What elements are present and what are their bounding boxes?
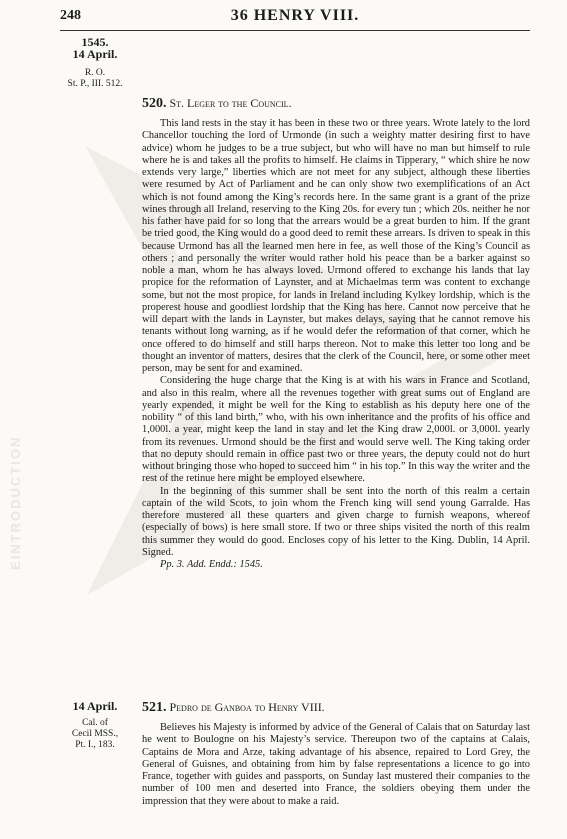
entry-title: Pedro de Ganboa to Henry VIII. [169,700,325,714]
entry-title: St. Leger to the Council. [169,96,292,110]
paragraph: Believes his Majesty is informed by advice of the General of Calais that on Saturday last he went to Boulogne on his Majesty’s service. Thereupon two of the captains at Calais, Captains de Mora and Arze, taking advantage of his absence, repaired to Lord Grey, the General of Guisnes, and obtaining from him by false representations a licence to go into France, together with guides and passports, on Sunday last mustered their companies to the number of 100 men and deserted into France, the soldiers obeying them under the impression that they were about to make a raid. [142,722,530,807]
running-title: 36 HENRY VIII. [230,7,360,24]
page-header [60,8,530,30]
margin-notes-521 [60,700,130,751]
paragraph: This land rests in the stay it has been in these two or three years. Wrote lately to the lord Chancellor touching the lord of Urmonde (in such a weighty matter desiring first to have advice) whom he judges to be a true subject, but who will have no man but himself to rule where he is and takes all the profits to himself. He claims in Tipperary, “ which shire he now extends very large,” liberties which are not meet for any subject, although these liberties were resumed by Act of Parliament and he can only show two exemplifications of an Act which is not found among the King’s records here. In the same grant is a grant of the prize wines through all Ireland, reserving to the King 20s. for every tun ; which 20s. neither he nor his father have paid for so long that the arrears would be a great burden to him. If the grant be tried good, the King would do a good deed to remit these arrears. Is driven to speak in this because Urmond has all the learned men here in fee, as well those of the King’s Council as others ; and personally the writer would rather hold his peace than be a barker against so noble a man, whom he has always loved. Urmond offered to exchange his lands that lay propice for the reformation of Laynster, and at Michaelmas term was content to exchange some, but not the most propice, for lands in Ireland including Kylkey lordship, which is the properest house and goodliest lordship that the King has here. Cannot now perceive that he will depart with the lands in Laynster, but makes delays, saying that he cannot remove his tenants without long warning, as if he would defer the reformation of that corner, which he once offered to do himself and still harps thereon. Not to make this letter too long and be thought an inventor of matters, desires that the clerk of the Council, here, or some other meet person, may be sent for and examined. [142,118,530,374]
source-ref-2: St. P., III. 512. [67,79,123,89]
side-stamp: EINTRODUCTION [8,435,23,570]
entry-520-body [142,118,530,571]
entry-number: 521. [142,700,167,715]
header-rule [60,30,530,31]
entry-heading-521 [142,700,325,716]
entry-date: 14 April. [72,47,118,61]
source-ref-2: Cecil MSS., [71,729,119,739]
source-ref: R. O. [84,68,106,78]
endnote: Pp. 3. Add. Endd.: 1545. [160,559,263,570]
entry-year: 1545. [81,35,109,49]
entry-heading-520 [142,96,292,112]
entry-number: 520. [142,96,167,111]
paragraph: Considering the huge charge that the King is at with his wars in France and Scotland, and also in this realm, where all the revenues together with great sums out of England are yearly expended, it might be well for the King to establish as his deputy here one of the nobility “ of this land birth,” who, with his own inheritance and the profits of his office and 1,000l. a year, might keep the land in stay and let the King draw 2,000l. or 3,000l. yearly from its revenues. Urmond should be the first and would serve well. The King taking order that no deputy should remain in office past two or three years, the deputy could not do hurt without bringing those who hoped to succeed him “ in his top.” In this way the writer and the rest of the retinue here might be employed elsewhere. [142,375,530,485]
paragraph: In the beginning of this summer shall be sent into the north of this realm a certain captain of the wild Scots, to join whom the French king will send young Garralde. Has therefore mustered all these quarters and given charge to furnish weapons, whereof (especially of bows) is here small store. If two or three ships visited the north of this realm this summer they would do good. Encloses copy of his letter to the King. Dublin, 14 April. Signed. [142,485,530,558]
entry-date: 14 April. [72,699,118,713]
page-number: 248 [60,8,81,23]
source-ref: Cal. of [82,718,108,728]
margin-notes-520 [60,36,130,90]
source-ref-3: Pt. I., 183. [75,740,115,750]
entry-521-body [142,722,530,808]
